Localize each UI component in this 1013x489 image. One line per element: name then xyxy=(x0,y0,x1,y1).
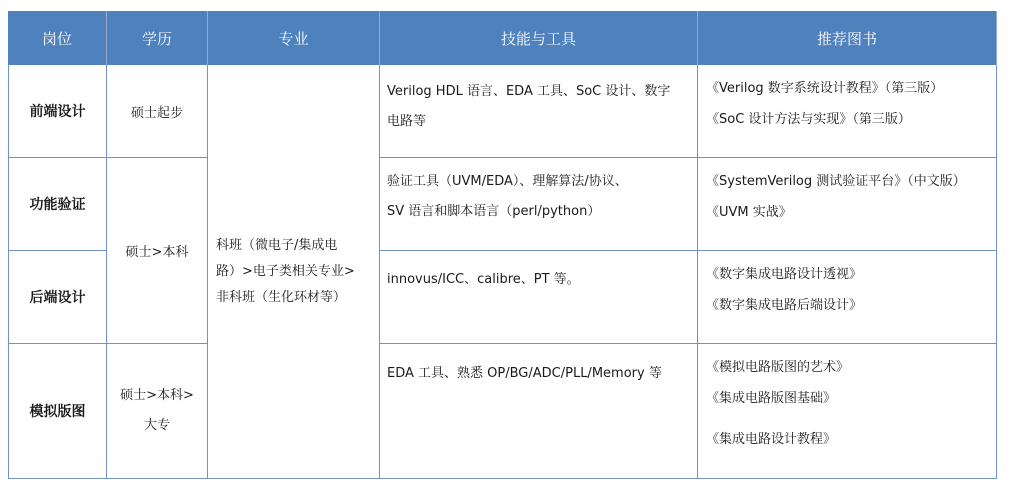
skills-verify-line2: SV 语言和脚本语言（perl/python） xyxy=(387,204,601,219)
books-verification xyxy=(698,158,997,251)
education-analog xyxy=(107,344,208,479)
skills-backend-text: innovus/ICC、calibre、PT 等。 xyxy=(387,272,580,287)
skills-verify-line1: 验证工具（UVM/EDA）、理解算法/协议、 xyxy=(387,174,628,189)
skills-frontend-line2: 电路等 xyxy=(387,114,427,129)
skills-frontend xyxy=(380,65,698,158)
skills-analog-text: EDA 工具、熟悉 OP/BG/ADC/PLL/Memory 等 xyxy=(387,366,662,381)
skills-backend xyxy=(380,251,698,344)
book-item: 《Verilog 数字系统设计教程》（第三版） xyxy=(706,81,944,96)
major-cell xyxy=(208,65,380,479)
header-major: 专业 xyxy=(208,11,380,65)
skills-verification xyxy=(380,158,698,251)
major-line3: 非科班（生化环材等） xyxy=(216,289,347,305)
book-item: 《数字集成电路设计透视》 xyxy=(706,267,863,282)
education-analog-line1: 硕士>本科> xyxy=(120,388,194,403)
books-backend xyxy=(698,251,997,344)
book-item: 《SoC 设计方法与实现》（第三版） xyxy=(706,112,911,127)
book-item: 《SystemVerilog 测试验证平台》（中文版） xyxy=(706,174,966,189)
position-frontend: 前端设计 xyxy=(8,65,107,158)
book-item: 《集成电路版图基础》 xyxy=(706,391,837,406)
position-backend: 后端设计 xyxy=(8,251,107,344)
education-verify-backend: 硕士>本科 xyxy=(107,158,208,344)
book-item: 《UVM 实战》 xyxy=(706,205,792,220)
books-analog xyxy=(698,344,997,479)
position-verification: 功能验证 xyxy=(8,158,107,251)
position-analog-layout: 模拟版图 xyxy=(8,344,107,479)
book-item: 《模拟电路版图的艺术》 xyxy=(706,360,850,375)
education-frontend: 硕士起步 xyxy=(107,65,208,158)
book-item: 《数字集成电路后端设计》 xyxy=(706,298,863,313)
header-education: 学历 xyxy=(107,11,208,65)
education-analog-line2: 大专 xyxy=(143,418,170,433)
skills-frontend-line1: Verilog HDL 语言、EDA 工具、SoC 设计、数字 xyxy=(387,84,671,99)
major-line1: 科班（微电子/集成电 xyxy=(216,237,338,253)
book-item: 《集成电路设计教程》 xyxy=(706,432,837,447)
header-books: 推荐图书 xyxy=(698,11,997,65)
header-position: 岗位 xyxy=(8,11,107,65)
major-line2: 路）>电子类相关专业> xyxy=(216,263,355,279)
skills-analog xyxy=(380,344,698,479)
header-skills: 技能与工具 xyxy=(380,11,698,65)
recommendation-table xyxy=(8,11,997,479)
books-frontend xyxy=(698,65,997,158)
